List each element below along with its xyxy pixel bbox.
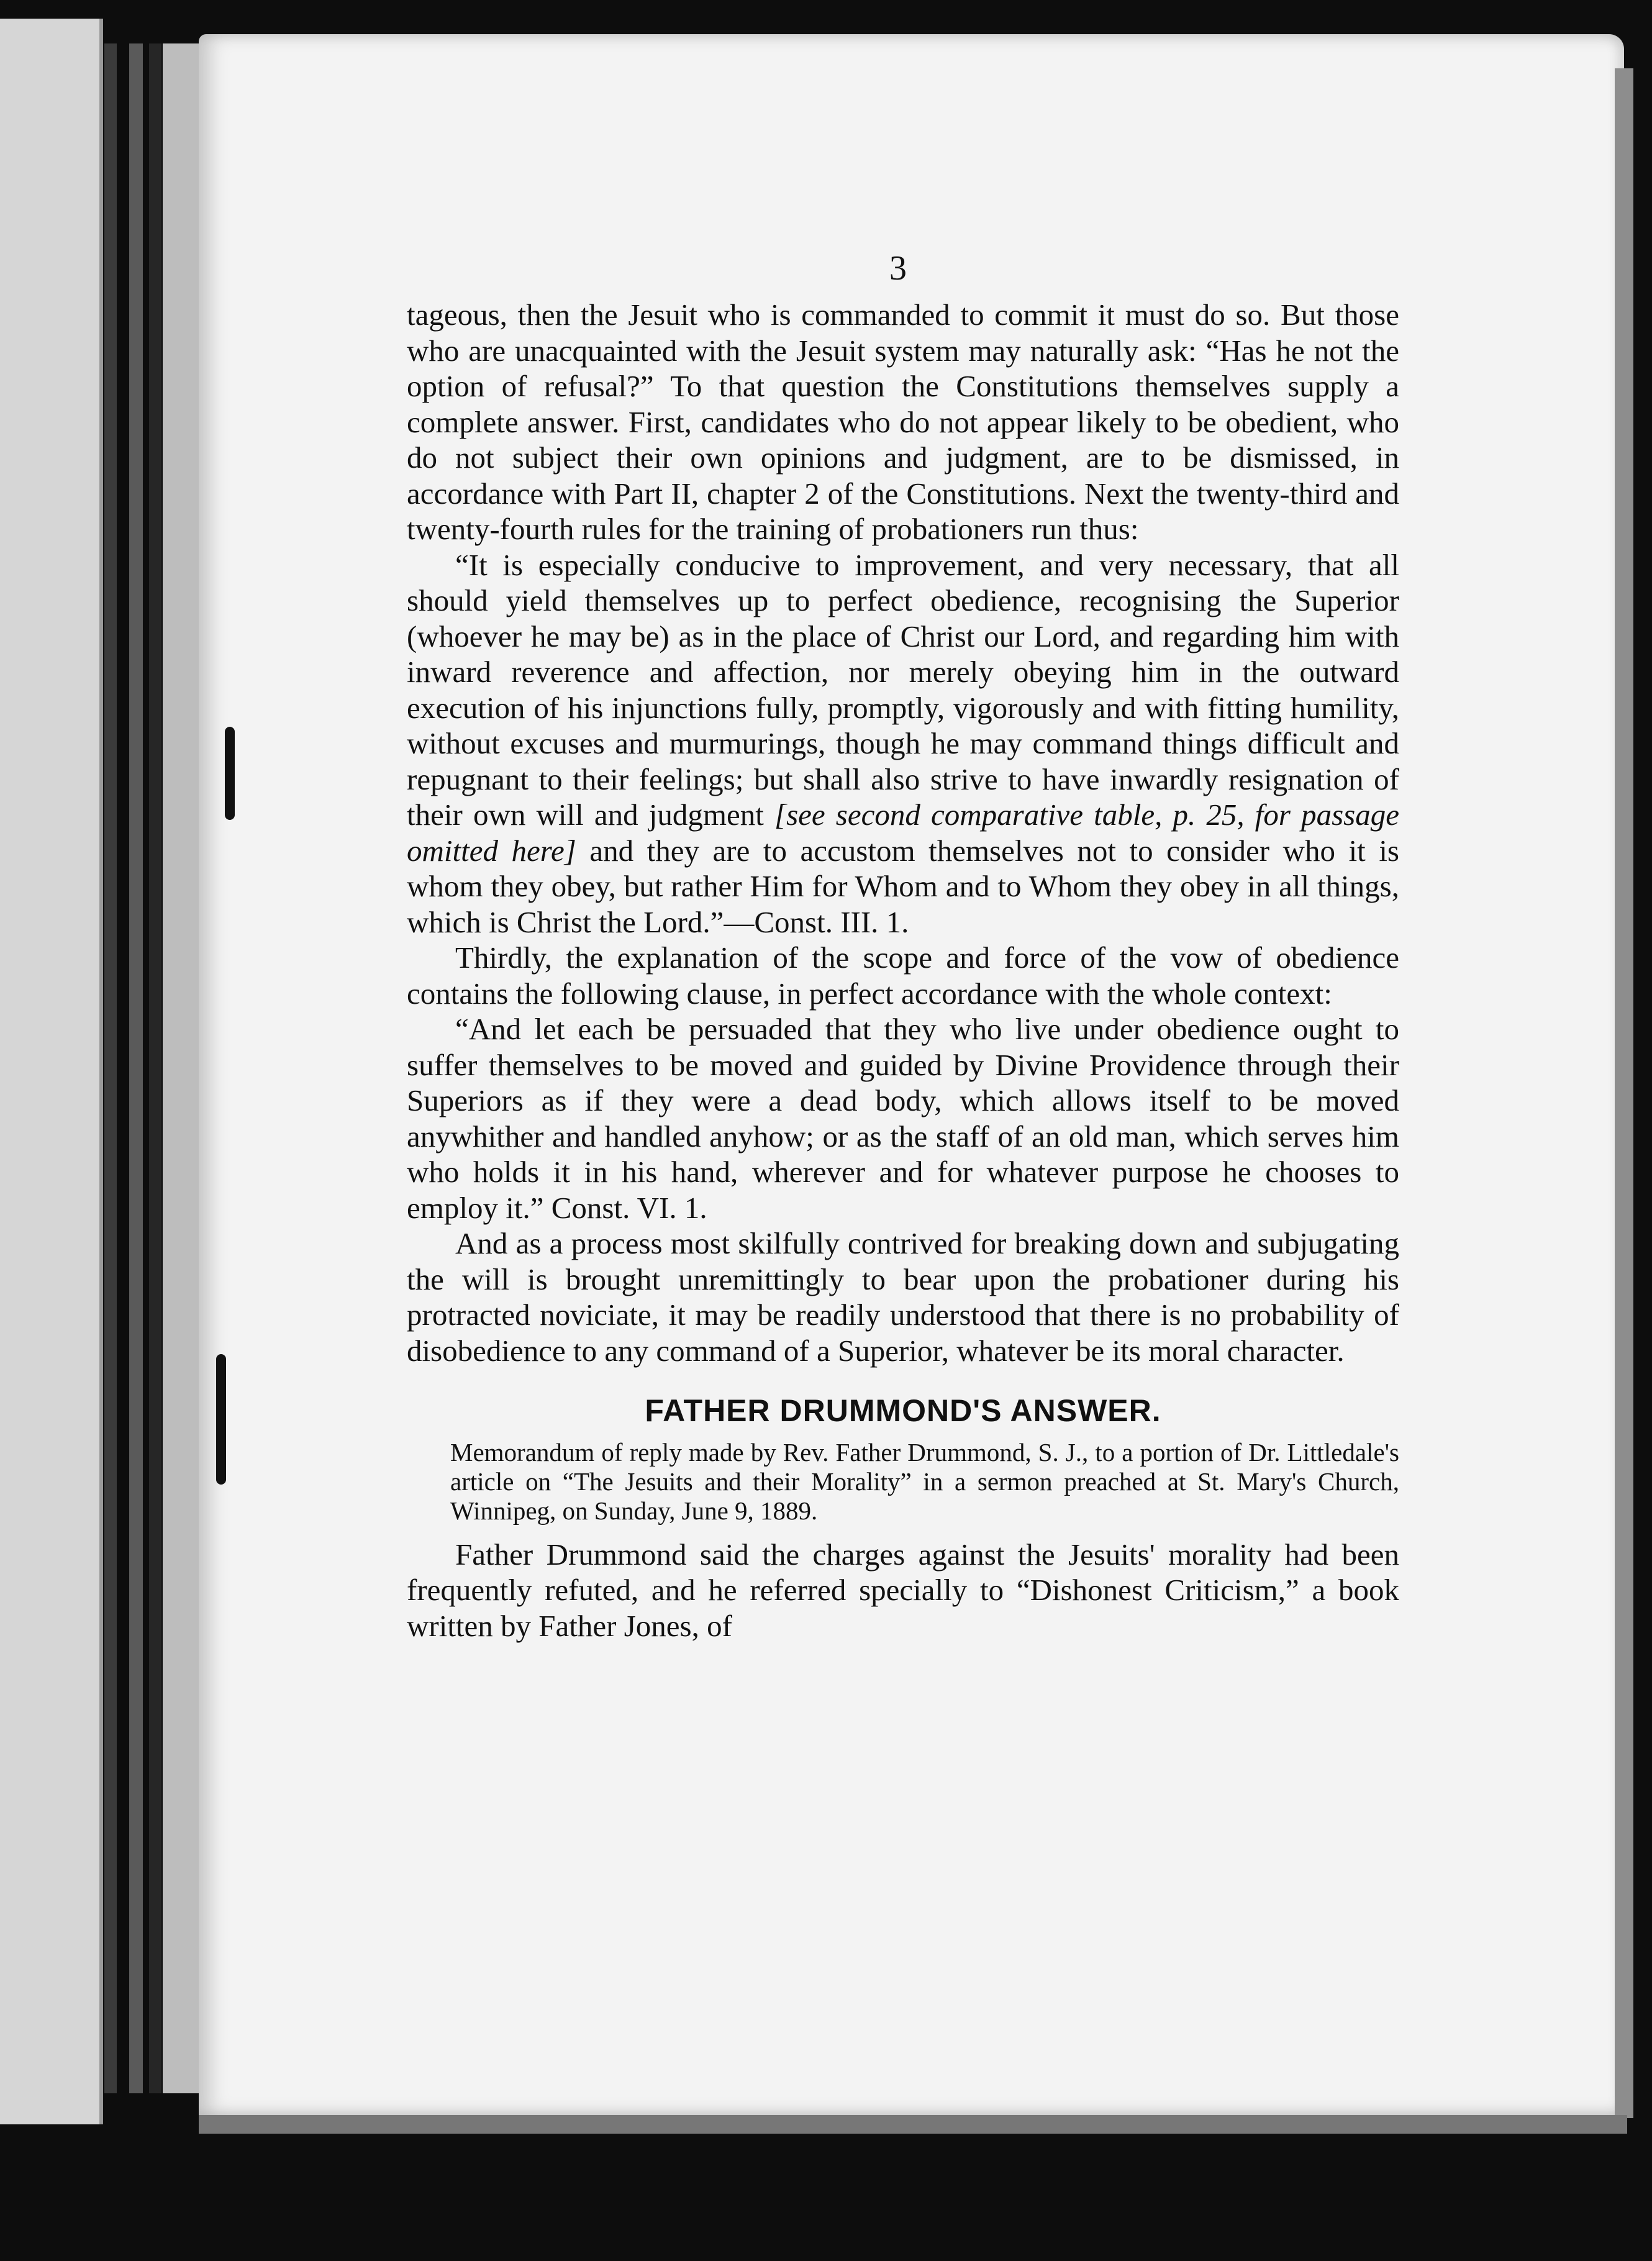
paragraph: And as a process most skilfully contrived for breaking down and subjugating the will is brought unremittingly to bear upon the probationer during his protracted noviciate, it may be readily understood that there is no probability of disobedience to any command of a Superior, whatever be its moral character. bbox=[407, 1226, 1399, 1368]
page-text bbox=[407, 297, 1399, 1644]
binding-mark bbox=[216, 1354, 226, 1485]
quote-paragraph: “And let each be persuaded that they who live under obedience ought to suffer themselves to be moved and guided by Divine Providence through their Superiors as if they were a dead body, which allows itself to be moved anywhither and handled anyhow; or as the staff of an old man, which serves him who holds it in his hand, wherever and for whatever purpose he chooses to employ it.” Const. VI. 1. bbox=[407, 1012, 1399, 1225]
spine-strip bbox=[149, 43, 161, 2093]
binding-mark bbox=[225, 727, 235, 820]
page-bottom-edge bbox=[199, 2115, 1627, 2134]
quote-tail: and they are to accustom themselves not to consider who it is whom they obey, but rather Him for Whom and to Whom they obey in all things, which is Christ the Lord.”—Const. III. 1. bbox=[407, 833, 1400, 939]
quote-paragraph bbox=[407, 547, 1399, 940]
quote-text: “It is especially conducive to improvement, and very necessary, that all should yield themselves up to perfect obedience, recognising the Superior (whoever he may be) as in the place of Christ our Lord, and regarding him with inward reverence and affection, nor merely obeying him in the outward execution of his injunctions fully, promptly, vigorously and with fitting humility, without excuses and murmurings, though he may command things difficult and repugnant to their feelings; but shall also strive to have inwardly resignation of their own will and judgment bbox=[407, 547, 1399, 832]
paragraph: tageous, then the Jesuit who is commanded to commit it must do so. But those who are unacquainted with the Jesuit system may naturally ask: “Has he not the option of refusal?” To that question the Constitutions themselves supply a complete answer. First, candidates who do not appear likely to be obedient, who do not subject their own opinions and judgment, are to be dismissed, in accordance with Part II, chapter 2 of the Constitutions. Next the twenty-third and twenty-fourth rules for the training of probationers run thus: bbox=[407, 298, 1399, 546]
paragraph: Thirdly, the explanation of the scope and force of the vow of obedience contains the following clause, in perfect accordance with the whole context: bbox=[407, 940, 1399, 1011]
section-heading: FATHER DRUMMOND'S ANSWER. bbox=[645, 1393, 1161, 1428]
bracket-note: [see second comparative table, p. 25, for passage omitted here] bbox=[407, 798, 1399, 868]
memorandum: Memorandum of reply made by Rev. Father Drummond, S. J., to a portion of Dr. Littledale's article on “The Jesuits and their Morality” in a sermon preached at St. Mary's Church, Winnipeg, on Sunday, June 9, 1889. bbox=[450, 1437, 1399, 1525]
paragraph: Father Drummond said the charges against the Jesuits' morality had been frequently refuted, and he referred specially to “Dishonest Criticism,” a book written by Father Jones, of bbox=[407, 1537, 1399, 1643]
spine-strip bbox=[104, 43, 117, 2093]
spine-strip bbox=[129, 43, 143, 2093]
page-number: 3 bbox=[889, 249, 907, 288]
adjacent-page bbox=[0, 19, 103, 2124]
page-edge bbox=[1615, 68, 1633, 2118]
spine-strip bbox=[163, 43, 200, 2093]
